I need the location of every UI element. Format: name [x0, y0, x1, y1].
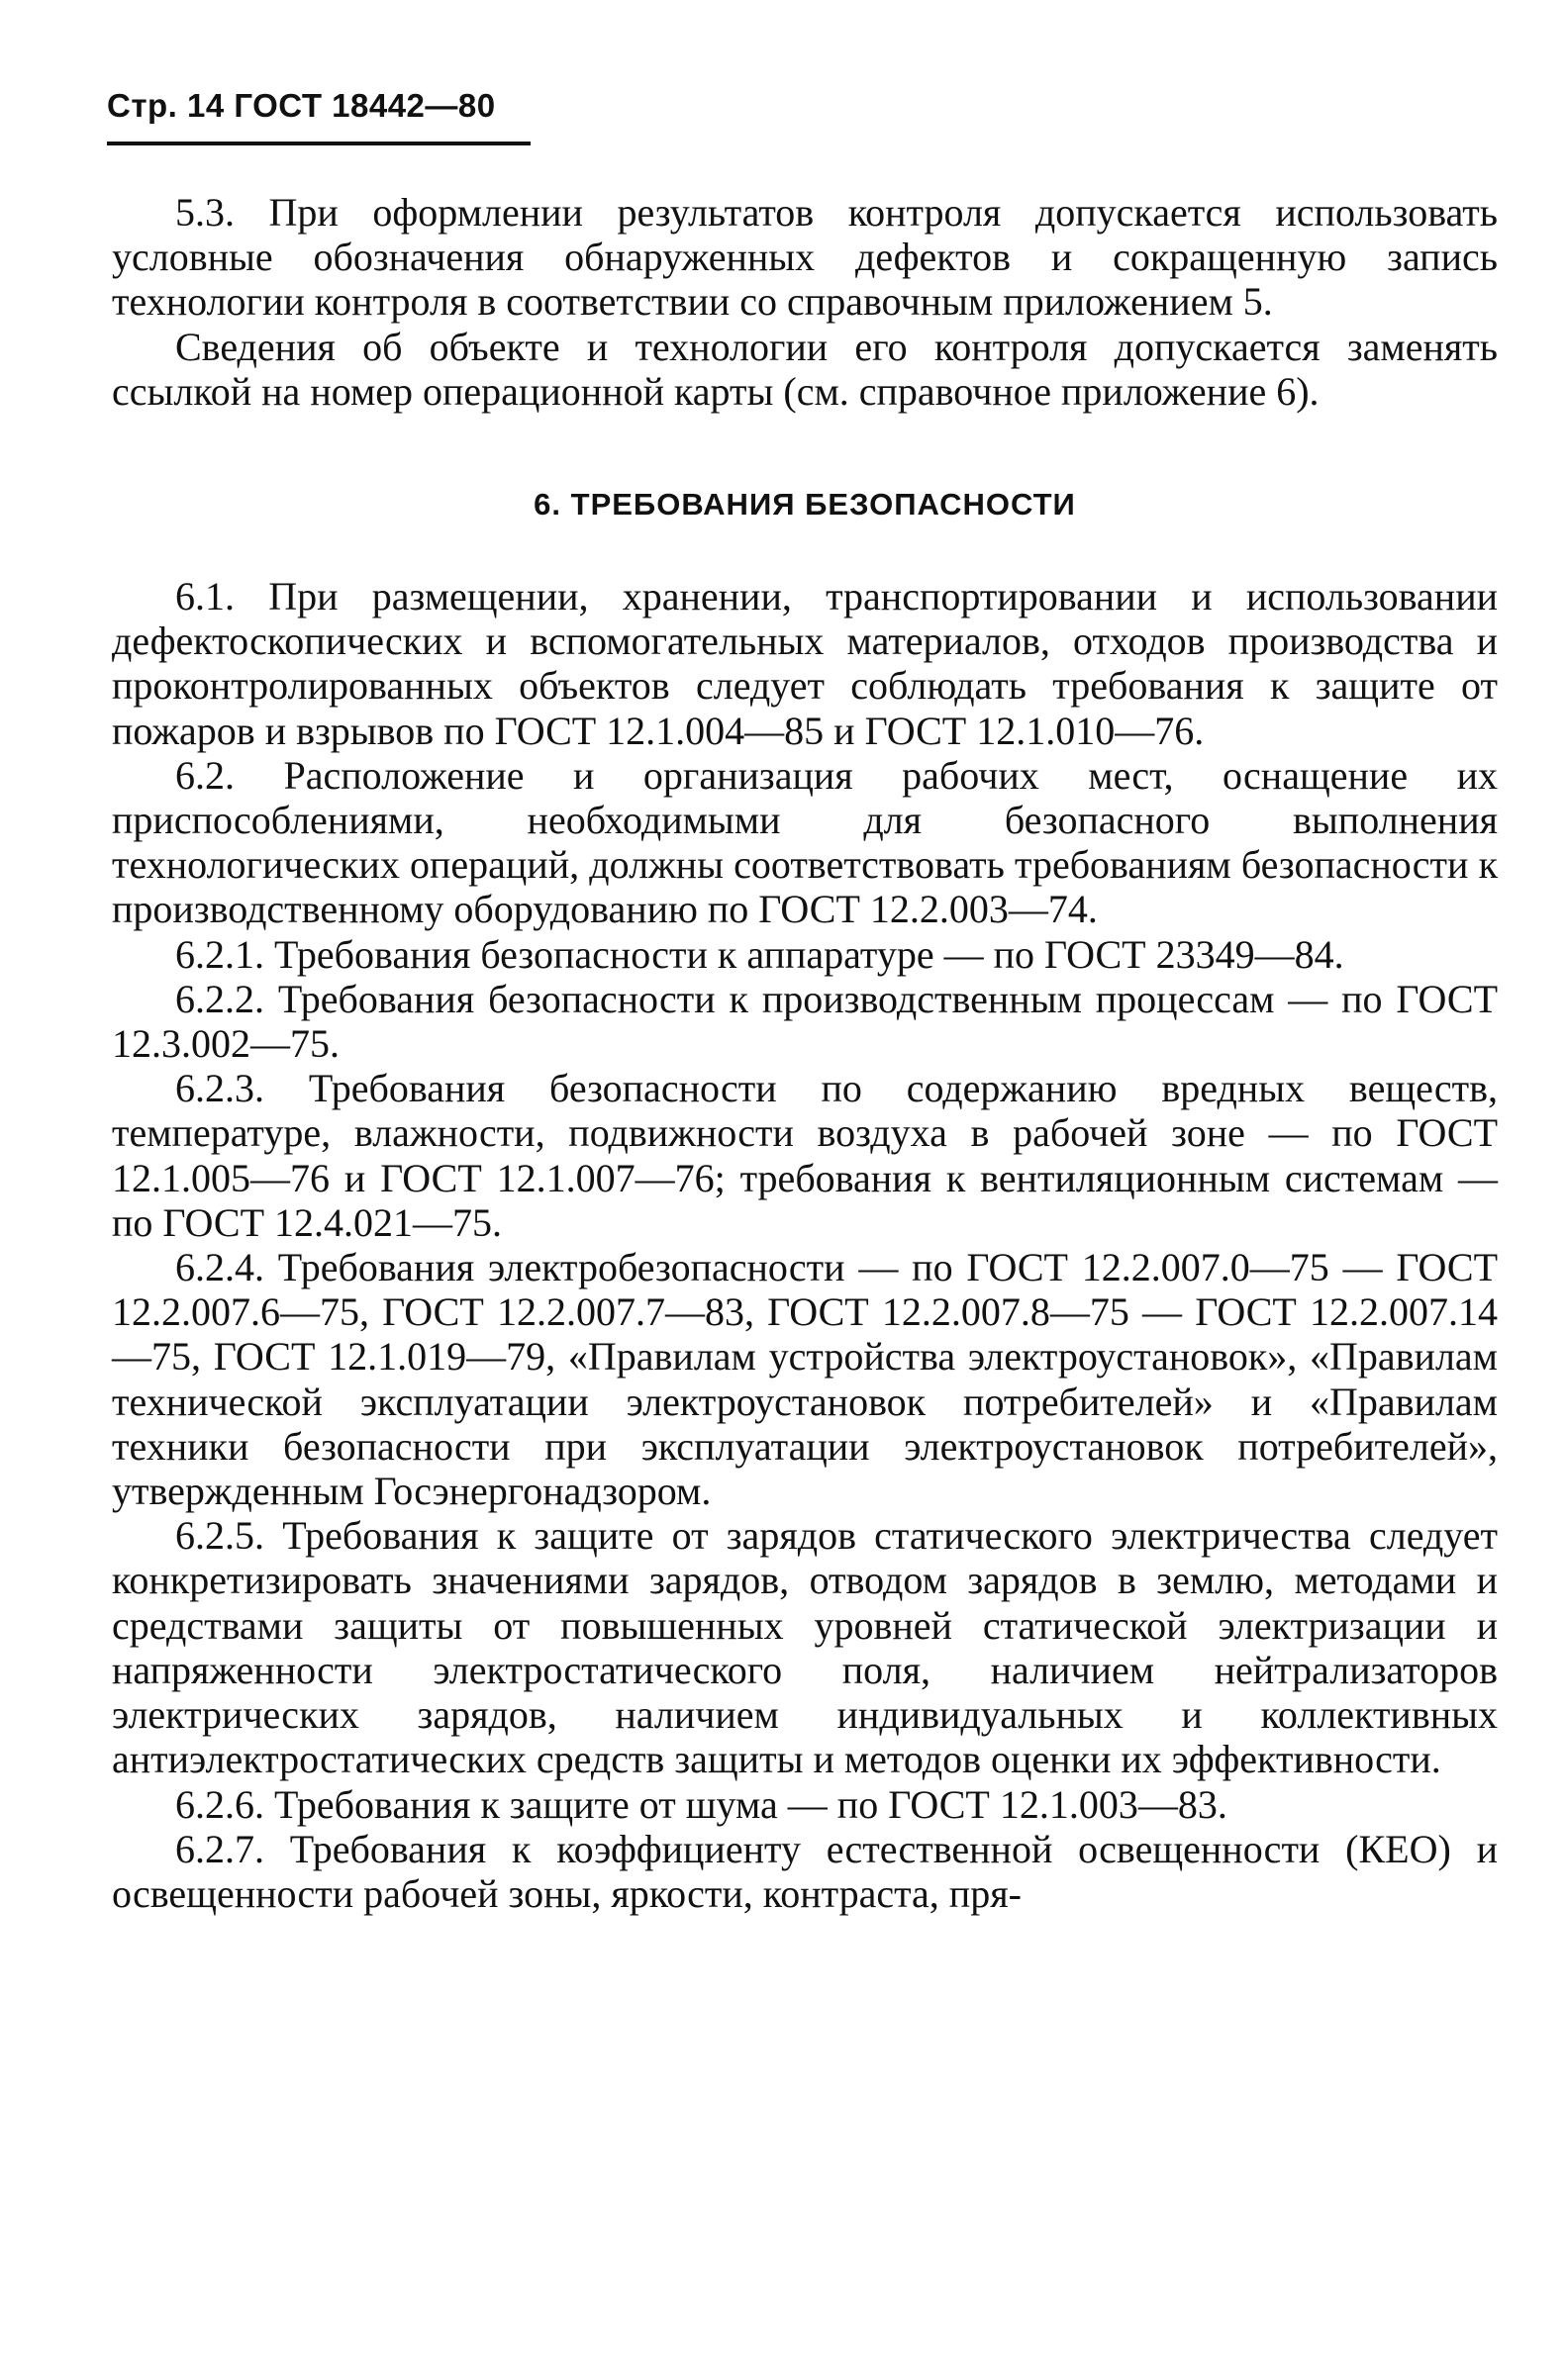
section-5-3	[112, 190, 1498, 414]
paragraph-6-2-6: 6.2.6. Требования к защите от шума — по ГОСТ 12.1.003—83.	[175, 1781, 1227, 1827]
paragraph-6-2-7: 6.2.7. Требования к коэффициенту естественной освещенности (КЕО) и освещенности рабочей зоны, яркости, контраста, пря-	[112, 1826, 1498, 1916]
paragraph-6-1: 6.1. При размещении, хранении, транспортировании и использовании дефектоскопических и вспомогательных материалов, отходов производства и проконтролированных объектов следует соблюдать требования к защите от пожаров и взрывов по ГОСТ 12.1.004—85 и ГОСТ 12.1.010—76.	[112, 574, 1498, 753]
section-heading-safety: 6. ТРЕБОВАНИЯ БЕЗОПАСНОСТИ	[534, 487, 1076, 523]
paragraph-5-3: 5.3. При оформлении результатов контроля допускается использовать условные обозначения обнаруженных дефектов и сокращенную запись технологии контроля в соответствии со справочным приложением 5.	[112, 190, 1498, 325]
paragraph-6-2-3: 6.2.3. Требования безопасности по содержанию вредных веществ, температуре, влажности, подвижности воздуха в рабочей зоне — по ГОСТ 12.1.005—76 и ГОСТ 12.1.007—76; требования к вентиляционным системам — по ГОСТ 12.4.021—75.	[112, 1066, 1498, 1245]
paragraph-6-2-1: 6.2.1. Требования безопасности к аппаратуре — по ГОСТ 23349—84.	[175, 931, 1344, 977]
header-rule	[107, 142, 531, 145]
section-6	[112, 574, 1498, 1916]
paragraph-6-2-5: 6.2.5. Требования к защите от зарядов статического электричества следует конкретизировать значениями зарядов, отводом зарядов в землю, методами и средствами защиты от повышенных уровней статической электризации и напряженности электростатического поля, наличием нейтрализаторов электрических зарядов, наличием индивидуальных и коллективных антиэлектростатических средств защиты и методов оценки их эффективности.	[112, 1513, 1498, 1782]
document-body	[112, 190, 1498, 1916]
paragraph-5-3-object-info: Сведения об объекте и технологии его контроля допускается заменять ссылкой на номер операционной карты (см. справочное приложение 6).	[112, 324, 1498, 414]
paragraph-6-2: 6.2. Расположение и организация рабочих мест, оснащение их приспособлениями, необходимыми для безопасного выполнения технологических операций, должны соответствовать требованиям безопасности к производственному оборудованию по ГОСТ 12.2.003—74.	[112, 752, 1498, 932]
paragraph-6-2-2: 6.2.2. Требования безопасности к производственным процессам — по ГОСТ 12.3.002—75.	[112, 976, 1498, 1067]
paragraph-6-2-4: 6.2.4. Требования электробезопасности — по ГОСТ 12.2.007.0—75 — ГОСТ 12.2.007.6—75, ГОСТ 12.2.007.7—83, ГОСТ 12.2.007.8—75 — ГОСТ 12.2.007.14—75, ГОСТ 12.1.019—79, «Правилам устройства электроустановок», «Правилам технической эксплуатации электроустановок потребителей» и «Правилам техники безопасности при эксплуатации электроустановок потребителей», утвержденным Госэнергонадзором.	[112, 1245, 1498, 1514]
running-head: Стр. 14 ГОСТ 18442—80	[107, 87, 496, 124]
